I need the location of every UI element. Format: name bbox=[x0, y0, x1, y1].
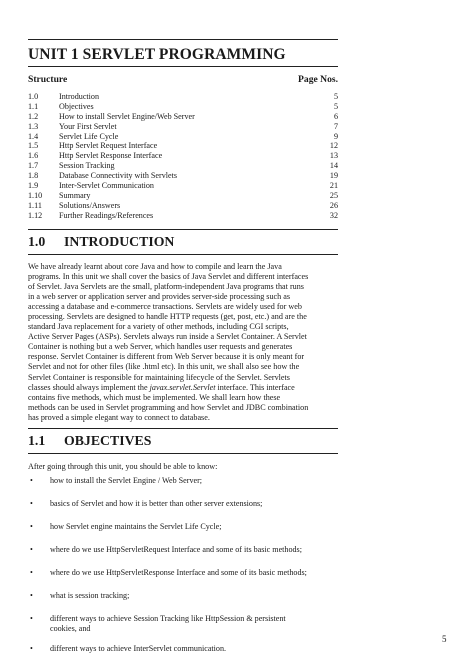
bullet-icon: • bbox=[30, 644, 33, 653]
page-nos-label: Page Nos. bbox=[298, 74, 338, 85]
introduction-heading bbox=[28, 234, 174, 250]
page-number: 5 bbox=[442, 634, 447, 644]
objective-text: where do we use HttpServletResponse Interface and some of its basic methods; bbox=[50, 568, 307, 577]
paragraph-line: standard Java replacement for a variety of other methods, including CGI scripts, bbox=[28, 322, 289, 332]
toc-number: 1.7 bbox=[28, 161, 39, 171]
toc-page: 5 bbox=[333, 101, 338, 111]
toc-page: 12 bbox=[329, 141, 338, 151]
toc-page: 6 bbox=[333, 111, 338, 121]
introduction-paragraph bbox=[28, 262, 344, 423]
toc-number: 1.0 bbox=[28, 92, 39, 101]
toc-number: 1.5 bbox=[28, 141, 39, 151]
toc-title: Summary bbox=[59, 190, 91, 200]
toc-number: 1.3 bbox=[28, 121, 39, 131]
toc-title: How to install Servlet Engine/Web Server bbox=[59, 111, 195, 121]
toc-row bbox=[28, 161, 338, 171]
paragraph-line: Servlet Container is responsible for maintaining lifecycle of the Servlet. Servlets bbox=[28, 372, 290, 382]
objectives-number: 1.1 bbox=[28, 433, 46, 448]
objectives-lead: After going through this unit, you should be able to know: bbox=[28, 462, 218, 471]
toc-number: 1.6 bbox=[28, 151, 39, 161]
toc-row bbox=[28, 181, 338, 191]
toc-row bbox=[28, 92, 338, 102]
paragraph-line: contains five methods, which must be implemented. We shall learn how these bbox=[28, 392, 281, 402]
paragraph-line: programs. In this unit we shall cover the basics of Java Servlet and different interfaces bbox=[28, 272, 309, 282]
objectives-title: OBJECTIVES bbox=[64, 433, 152, 448]
toc-page: 7 bbox=[333, 121, 338, 131]
unit-title: UNIT 1 SERVLET PROGRAMMING bbox=[28, 46, 286, 63]
objective-text: different ways to achieve InterServlet communication. bbox=[50, 644, 227, 653]
toc-page: 25 bbox=[329, 190, 338, 200]
paragraph-line: Container is nothing but a web Server, which handles user requests and generates bbox=[28, 342, 293, 352]
toc-page: 21 bbox=[329, 181, 338, 191]
table-of-contents bbox=[28, 92, 338, 221]
structure-label: Structure bbox=[28, 74, 68, 85]
toc-number: 1.1 bbox=[28, 101, 39, 111]
objective-text: where do we use HttpServletRequest Interface and some of its basic methods; bbox=[50, 545, 302, 554]
toc-row bbox=[28, 122, 338, 132]
toc-row bbox=[28, 102, 338, 112]
paragraph-line: response. Servlet Container is different from Web Server because it is only meant for bbox=[28, 352, 305, 362]
toc-number: 1.11 bbox=[28, 200, 42, 210]
toc-title: Further Readings/References bbox=[59, 210, 154, 220]
toc-page: 9 bbox=[333, 131, 338, 141]
paragraph-line: classes should always implement the javax.servlet.Servlet interface. This interface bbox=[28, 382, 295, 392]
bullet-icon: • bbox=[30, 522, 33, 531]
toc-page: 19 bbox=[329, 171, 338, 181]
paragraph-line: has proved a simple elegant way to connect to database. bbox=[28, 412, 210, 422]
toc-page: 14 bbox=[329, 161, 338, 171]
toc-number: 1.4 bbox=[28, 131, 39, 141]
intro-top-rule bbox=[28, 229, 338, 230]
toc-row bbox=[28, 211, 338, 221]
objective-text: how to install the Servlet Engine / Web Server; bbox=[50, 476, 203, 485]
toc-title: Http Servlet Request Interface bbox=[59, 141, 158, 151]
objectives-bottom-rule bbox=[28, 453, 338, 454]
toc-number: 1.8 bbox=[28, 171, 39, 181]
paragraph-line: Active Server Pages (ASPs). Servlets always run inside a Servlet Container. A Servlet bbox=[28, 332, 307, 342]
toc-page: 13 bbox=[329, 151, 338, 161]
objectives-heading bbox=[28, 433, 151, 449]
toc-title: Servlet Life Cycle bbox=[59, 131, 119, 141]
toc-row bbox=[28, 191, 338, 201]
paragraph-line: of Servlet. Java Servlets are the small, platform-independent Java programs that runs bbox=[28, 282, 304, 292]
intro-bottom-rule bbox=[28, 254, 338, 255]
toc-title: Your First Servlet bbox=[59, 121, 117, 131]
introduction-title: INTRODUCTION bbox=[64, 234, 175, 249]
toc-row bbox=[28, 141, 338, 151]
toc-page: 26 bbox=[329, 200, 338, 210]
servlet-interface-name: javax.servlet.Servlet bbox=[149, 382, 216, 392]
toc-row bbox=[28, 201, 338, 211]
toc-row bbox=[28, 171, 338, 181]
paragraph-line: Servlet and not for other files (like .html etc). In this unit, we shall also see how the bbox=[28, 362, 300, 372]
bullet-icon: • bbox=[30, 499, 33, 508]
toc-row bbox=[28, 151, 338, 161]
bullet-icon: • bbox=[30, 568, 33, 577]
objectives-top-rule bbox=[28, 428, 338, 429]
bullet-icon: • bbox=[30, 476, 33, 485]
toc-page: 5 bbox=[333, 92, 338, 101]
toc-title: Introduction bbox=[59, 92, 100, 101]
paragraph-line: processing. Servlets are designed to handle HTTP requests (get, post, etc.) and are the bbox=[28, 312, 307, 322]
unit-title-rule bbox=[28, 66, 338, 67]
objective-text: basics of Servlet and how it is better than other server extensions; bbox=[50, 499, 263, 508]
paragraph-line: methods can be used in Servlet programming and how Servlet and JDBC combination bbox=[28, 402, 309, 412]
toc-number: 1.10 bbox=[28, 190, 43, 200]
toc-title: Solutions/Answers bbox=[59, 200, 121, 210]
bullet-icon: • bbox=[30, 545, 33, 554]
top-rule bbox=[28, 39, 338, 40]
toc-number: 1.9 bbox=[28, 181, 39, 191]
toc-page: 32 bbox=[329, 210, 338, 220]
structure-header bbox=[28, 74, 338, 85]
objective-text: different ways to achieve Session Tracking like HttpSession & persistent cookies, and bbox=[50, 614, 286, 634]
toc-number: 1.12 bbox=[28, 210, 43, 220]
toc-title: Database Connectivity with Servlets bbox=[59, 171, 178, 181]
toc-title: Inter-Servlet Communication bbox=[59, 181, 154, 191]
toc-title: Session Tracking bbox=[59, 161, 115, 171]
bullet-icon: • bbox=[30, 591, 33, 600]
toc-number: 1.2 bbox=[28, 111, 39, 121]
toc-title: Objectives bbox=[59, 101, 94, 111]
toc-title: Http Servlet Response Interface bbox=[59, 151, 163, 161]
objective-text: how Servlet engine maintains the Servlet Life Cycle; bbox=[50, 522, 222, 531]
toc-row bbox=[28, 112, 338, 122]
paragraph-line: in a web server or application server and provides server-side processing such as bbox=[28, 292, 291, 302]
introduction-number: 1.0 bbox=[28, 234, 46, 249]
bullet-icon: • bbox=[30, 614, 33, 623]
paragraph-line: accessing a database and e-commerce transactions. Servlets are widely used for web bbox=[28, 302, 302, 312]
objective-text: what is session tracking; bbox=[50, 591, 130, 600]
paragraph-line: We have already learnt about core Java and how to compile and learn the Java bbox=[28, 262, 282, 271]
toc-row bbox=[28, 132, 338, 142]
